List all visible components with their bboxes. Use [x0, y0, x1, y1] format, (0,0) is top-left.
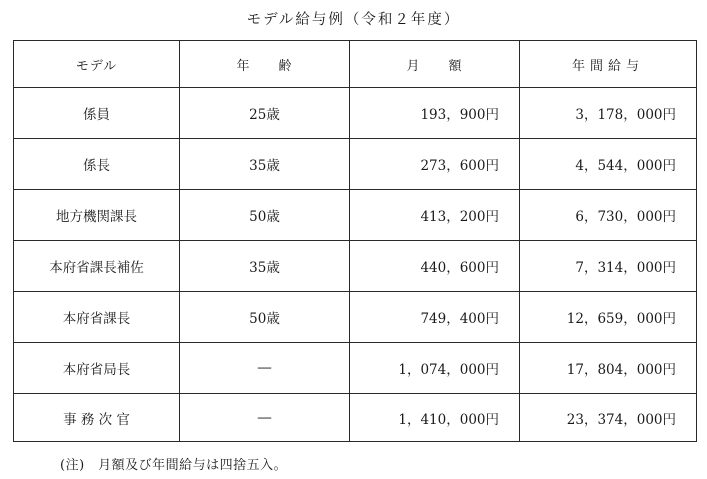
position-cell: 本府省課長補佐	[14, 241, 180, 292]
position-cell: 本府省局長	[14, 343, 180, 394]
position-cell: 係長	[14, 139, 180, 190]
table-row	[14, 241, 697, 292]
age-cell: 25歳	[180, 88, 350, 139]
table-row	[14, 394, 697, 442]
monthly-cell: 440，600円	[350, 241, 520, 292]
monthly-cell: 193，900円	[350, 88, 520, 139]
annual-cell: 17，804，000円	[520, 343, 697, 394]
page-title: モデル給与例（令和２年度）	[246, 12, 461, 28]
table-row	[14, 190, 697, 241]
monthly-cell: 273，600円	[350, 139, 520, 190]
age-cell: ―	[180, 394, 350, 442]
position-cell: 地方機関課長	[14, 190, 180, 241]
age-cell: 35歳	[180, 139, 350, 190]
position-cell: 係員	[14, 88, 180, 139]
age-cell: 50歳	[180, 190, 350, 241]
salary-table	[13, 40, 697, 442]
table-row	[14, 292, 697, 343]
monthly-cell: 1，410，000円	[350, 394, 520, 442]
footnote: (注) 月額及び年間給与は四捨五入。	[60, 458, 288, 473]
table-row	[14, 343, 697, 394]
column-header-age: 年 齢	[180, 41, 350, 88]
monthly-cell: 413，200円	[350, 190, 520, 241]
age-cell: 35歳	[180, 241, 350, 292]
position-cell: 事 務 次 官	[14, 394, 180, 442]
column-header-model: モデル	[14, 41, 180, 88]
age-cell: 50歳	[180, 292, 350, 343]
table-row	[14, 139, 697, 190]
annual-cell: 12，659，000円	[520, 292, 697, 343]
table-row	[14, 88, 697, 139]
table-header-row	[14, 41, 697, 88]
annual-cell: 6，730，000円	[520, 190, 697, 241]
monthly-cell: 749，400円	[350, 292, 520, 343]
monthly-cell: 1，074，000円	[350, 343, 520, 394]
position-cell: 本府省課長	[14, 292, 180, 343]
column-header-annual: 年間給与	[520, 41, 697, 88]
annual-cell: 3，178，000円	[520, 88, 697, 139]
column-header-monthly: 月 額	[350, 41, 520, 88]
age-cell: ―	[180, 343, 350, 394]
annual-cell: 7，314，000円	[520, 241, 697, 292]
annual-cell: 4，544，000円	[520, 139, 697, 190]
annual-cell: 23，374，000円	[520, 394, 697, 442]
